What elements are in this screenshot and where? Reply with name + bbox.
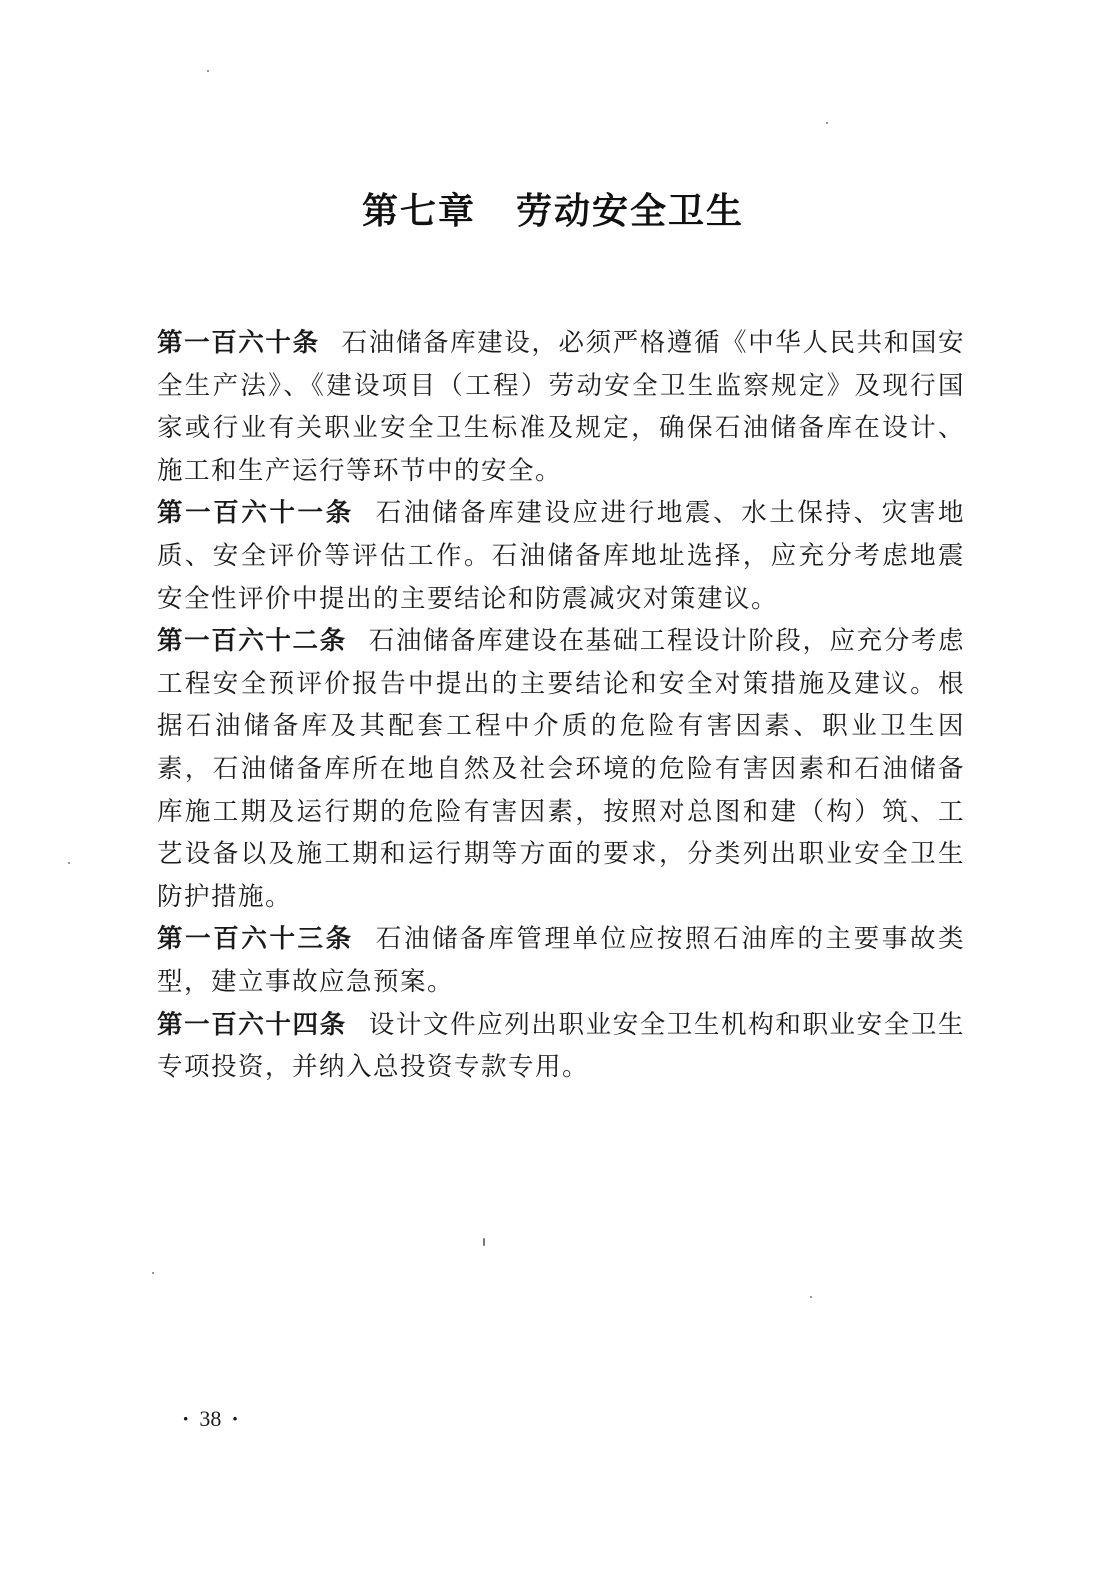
- scan-speck: [483, 1238, 485, 1246]
- article-text: 设计文件应列出职业安全卫生机构和职业安全卫生专项投资，并纳入总投资专款专用。: [157, 1009, 965, 1083]
- page-number-value: 38: [199, 1406, 222, 1431]
- article-number: 第一百六十条: [157, 328, 320, 358]
- article-162: [157, 620, 965, 918]
- chapter-number: 第七章: [361, 191, 476, 232]
- article-163: [157, 918, 965, 1003]
- article-text: 石油储备库管理单位应按照石油库的主要事故类型，建立事故应急预案。: [157, 924, 965, 997]
- page-number-dot: ·: [231, 1406, 239, 1431]
- article-text: 石油储备库建设在基础工程设计阶段，应充分考虑工程安全预评价报告中提出的主要结论和安全对策措施及建议。根据石油储备库及其配套工程中介质的危险有害因素、职业卫生因素，石油储备库所在地自然及社会环境的危险有害因素和石油储备库施工期及运行期的危险有害因素，按照对总图和建（构）筑、工艺设备以及施工期和运行期等方面的要求，分类列出职业安全卫生防护措施。: [157, 626, 965, 912]
- chapter-name: 劳动安全卫生: [516, 191, 745, 232]
- article-164: [157, 1004, 965, 1089]
- article-number: 第一百六十一条: [157, 498, 354, 529]
- page-number-dot: ·: [182, 1406, 190, 1431]
- article-160: [157, 322, 965, 492]
- scan-speck: [810, 1296, 812, 1298]
- article-number: 第一百六十二条: [157, 626, 347, 657]
- scan-speck: [68, 862, 70, 864]
- scan-speck: [152, 1272, 154, 1274]
- page-number: [172, 1404, 249, 1434]
- article-number: 第一百六十三条: [157, 924, 354, 955]
- article-161: [157, 492, 965, 620]
- chapter-body: [157, 322, 965, 1089]
- article-text: 石油储备库建设，必须严格遵循《中华人民共和国安全生产法》、《建设项目（工程）劳动安全卫生监察规定》及现行国家或行业有关职业安全卫生标准及规定，确保石油储备库在设计、施工和生产运行等环节中的安全。: [157, 328, 965, 486]
- article-text: 石油储备库建设应进行地震、水土保持、灾害地质、安全评价等评估工作。石油储备库地址选择，应充分考虑地震安全性评价中提出的主要结论和防震减灾对策建议。: [157, 498, 965, 614]
- chapter-title: [0, 188, 1106, 236]
- scan-speck: [207, 70, 209, 72]
- article-number: 第一百六十四条: [157, 1009, 347, 1040]
- scan-speck: [826, 122, 828, 124]
